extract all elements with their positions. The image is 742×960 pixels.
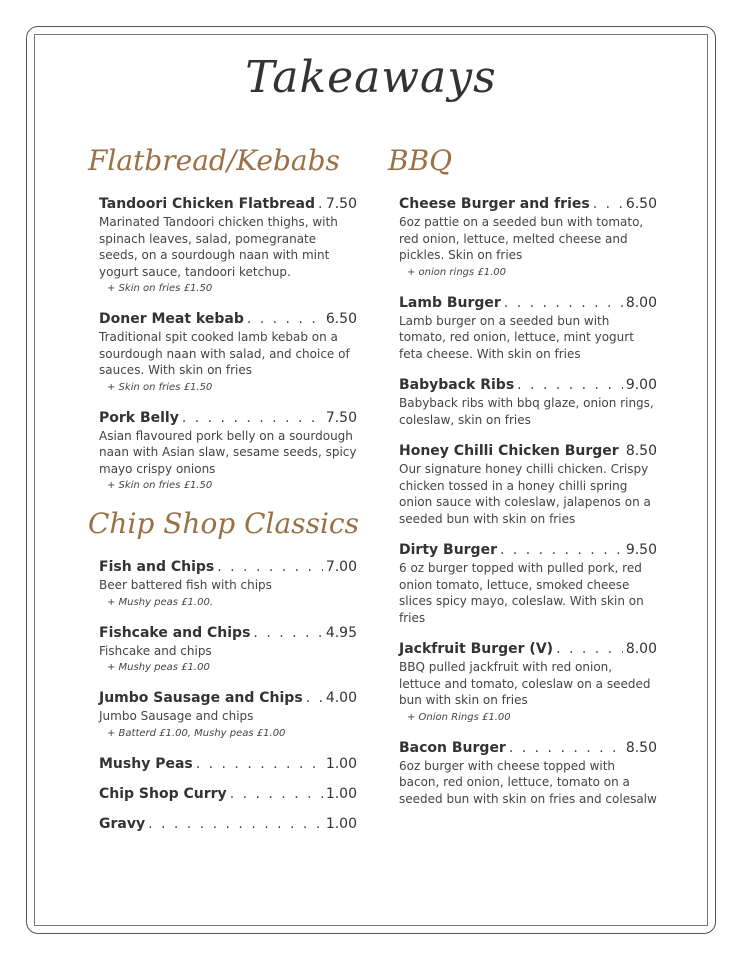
menu-item-header (399, 640, 657, 658)
menu-item-price: 7.00 (325, 559, 357, 575)
menu-item-name: Babyback Ribs (399, 377, 515, 393)
menu-item-header (399, 376, 657, 394)
menu-item-name: Mushy Peas (99, 755, 193, 772)
menu-item-price: 1.00 (325, 755, 357, 772)
menu-item-name: Lamb Burger (399, 294, 501, 311)
menu-item-price: 1.00 (325, 815, 357, 832)
menu-item-extra: + Skin on fries £1.50 (107, 381, 213, 393)
menu-item-description: Babyback ribs with bbq glaze, onion rings, coleslaw, skin on fries (399, 396, 654, 427)
dot-leader (593, 195, 623, 213)
dot-leader (556, 640, 623, 658)
menu-item-header (399, 541, 657, 559)
menu-item-description: Fishcake and chips (99, 643, 212, 658)
menu-item-extra: + Mushy peas £1.00 (107, 662, 210, 673)
menu-item-name: Fishcake and Chips (99, 624, 251, 641)
menu-item (399, 195, 657, 280)
menu-item-extra: + Batterd £1.00, Mushy peas £1.00 (107, 727, 286, 739)
menu-item-extra: + onion rings £1.00 (407, 266, 507, 278)
dot-leader (318, 195, 323, 213)
flatbread-list (99, 195, 357, 507)
menu-item-description: Our signature honey chilli chicken. Crispy chicken tossed in a honey chilli spring onion sauce with coleslaw, jalapenos on a seeded bun with skin on fries (399, 462, 651, 526)
menu-item-description: Marinated Tandoori chicken thighs, with spinach leaves, salad, pomegranate seeds, on a sourdough naan with mint yogurt sauce, tandoori ketchup. (99, 215, 338, 279)
bbq-list (399, 195, 657, 821)
menu-item-name: Cheese Burger and fries (399, 196, 590, 212)
menu-item (399, 376, 657, 428)
menu-item-header (99, 195, 357, 213)
menu-item-header (399, 294, 657, 312)
menu-item-price: 4.95 (325, 624, 357, 641)
menu-item-price: 9.00 (625, 377, 657, 393)
dot-leader (148, 815, 323, 833)
menu-item-name: Jackfruit Burger (V) (399, 641, 554, 657)
menu-item-name: Gravy (99, 815, 146, 832)
chip-shop-list (99, 558, 357, 845)
menu-item-price: 8.50 (625, 443, 657, 459)
dot-leader (247, 310, 323, 328)
menu-item (99, 310, 357, 395)
menu-item-price: 6.50 (625, 196, 657, 212)
dot-leader (500, 541, 623, 559)
menu-item-price: 6.50 (325, 311, 357, 327)
menu-item-header (99, 689, 357, 707)
section-title-chip-shop: Chip Shop Classics (88, 507, 359, 540)
dot-leader (306, 689, 323, 707)
menu-item-name: Jumbo Sausage and Chips (99, 690, 303, 706)
menu-item-name: Dirty Burger (399, 542, 497, 558)
menu-item-extra: + Mushy peas £1.00. (107, 596, 213, 608)
page-title: Takeaways (245, 52, 497, 103)
menu-item-header (99, 624, 357, 642)
dot-leader (517, 376, 623, 394)
menu-item-header (99, 409, 357, 427)
menu-item (99, 409, 357, 494)
menu-item-price: 9.50 (625, 542, 657, 558)
menu-item-price: 8.00 (625, 294, 657, 311)
menu-item (99, 558, 357, 610)
menu-item-extra: + Skin on fries £1.50 (107, 283, 213, 294)
menu-item-description: Traditional spit cooked lamb kebab on a sourdough naan with salad, and choice of sauces. With skin on fries (99, 330, 350, 377)
menu-item-extra: + Onion Rings £1.00 (407, 711, 511, 723)
dot-leader (196, 755, 323, 773)
menu-item-header (99, 558, 357, 576)
menu-item (99, 624, 357, 676)
menu-item (99, 195, 357, 296)
menu-item-description: Jumbo Sausage and chips (99, 709, 254, 723)
menu-item (99, 785, 357, 803)
menu-item-header (99, 815, 357, 833)
menu-item-description: Asian flavoured pork belly on a sourdough naan with Asian slaw, sesame seeds, spicy mayo crispy onions (99, 428, 357, 476)
menu-item-name: Pork Belly (99, 409, 179, 426)
menu-item-description: BBQ pulled jackfruit with red onion, lettuce and tomato, coleslaw on a seeded bun with skin on fries (399, 660, 651, 707)
menu-item-description: Lamb burger on a seeded bun with tomato, red onion, lettuce, mint yogurt feta cheese. With skin on fries (399, 313, 634, 361)
menu-item-description: 6 oz burger topped with pulled pork, red onion tomato, lettuce, smoked cheese slices spicy mayo, coleslaw. With skin on fries (399, 561, 644, 625)
menu-item-name: Tandoori Chicken Flatbread (99, 196, 315, 212)
section-title-bbq: BBQ (388, 144, 453, 177)
menu-item (399, 442, 657, 527)
menu-item-header (399, 195, 657, 213)
dot-leader (509, 739, 623, 757)
section-title-flatbread: Flatbread/Kebabs (88, 144, 340, 177)
menu-item (399, 294, 657, 363)
menu-item-name: Fish and Chips (99, 559, 215, 575)
menu-item-header (99, 785, 357, 803)
menu-item-header (399, 442, 657, 460)
menu-item-header (99, 310, 357, 328)
menu-item-header (399, 739, 657, 757)
menu-item-name: Bacon Burger (399, 739, 506, 756)
menu-item-name: Doner Meat kebab (99, 311, 244, 327)
menu-item-header (99, 755, 357, 773)
menu-item-name: Chip Shop Curry (99, 785, 227, 802)
dot-leader (504, 294, 623, 312)
menu-item (99, 815, 357, 833)
menu-item-price: 8.00 (625, 641, 657, 657)
menu-item-description: 6oz pattie on a seeded bun with tomato, red onion, lettuce, melted cheese and pickles. Skin on fries (399, 215, 644, 262)
menu-item (99, 755, 357, 773)
menu-item (99, 689, 357, 741)
menu-item (399, 739, 657, 808)
menu-item-price: 7.50 (325, 196, 357, 212)
menu-item (399, 541, 657, 626)
dot-leader (253, 624, 322, 642)
menu-item-name: Honey Chilli Chicken Burger (399, 443, 619, 459)
menu-item-price: 1.00 (325, 785, 357, 802)
menu-item-description: Beer battered fish with chips (99, 578, 272, 592)
menu-item-price: 4.00 (325, 690, 357, 706)
menu-item-price: 8.50 (625, 739, 657, 756)
menu-item-price: 7.50 (325, 409, 357, 426)
dot-leader (217, 558, 323, 576)
dot-leader (230, 785, 323, 803)
menu-item (399, 640, 657, 725)
menu-item-description: 6oz burger with cheese topped with bacon, red onion, lettuce, tomato on a seeded bun with skin on fries and colesalw (399, 758, 657, 806)
menu-item-extra: + Skin on fries £1.50 (107, 480, 213, 491)
dot-leader (622, 442, 623, 460)
dot-leader (182, 409, 323, 427)
